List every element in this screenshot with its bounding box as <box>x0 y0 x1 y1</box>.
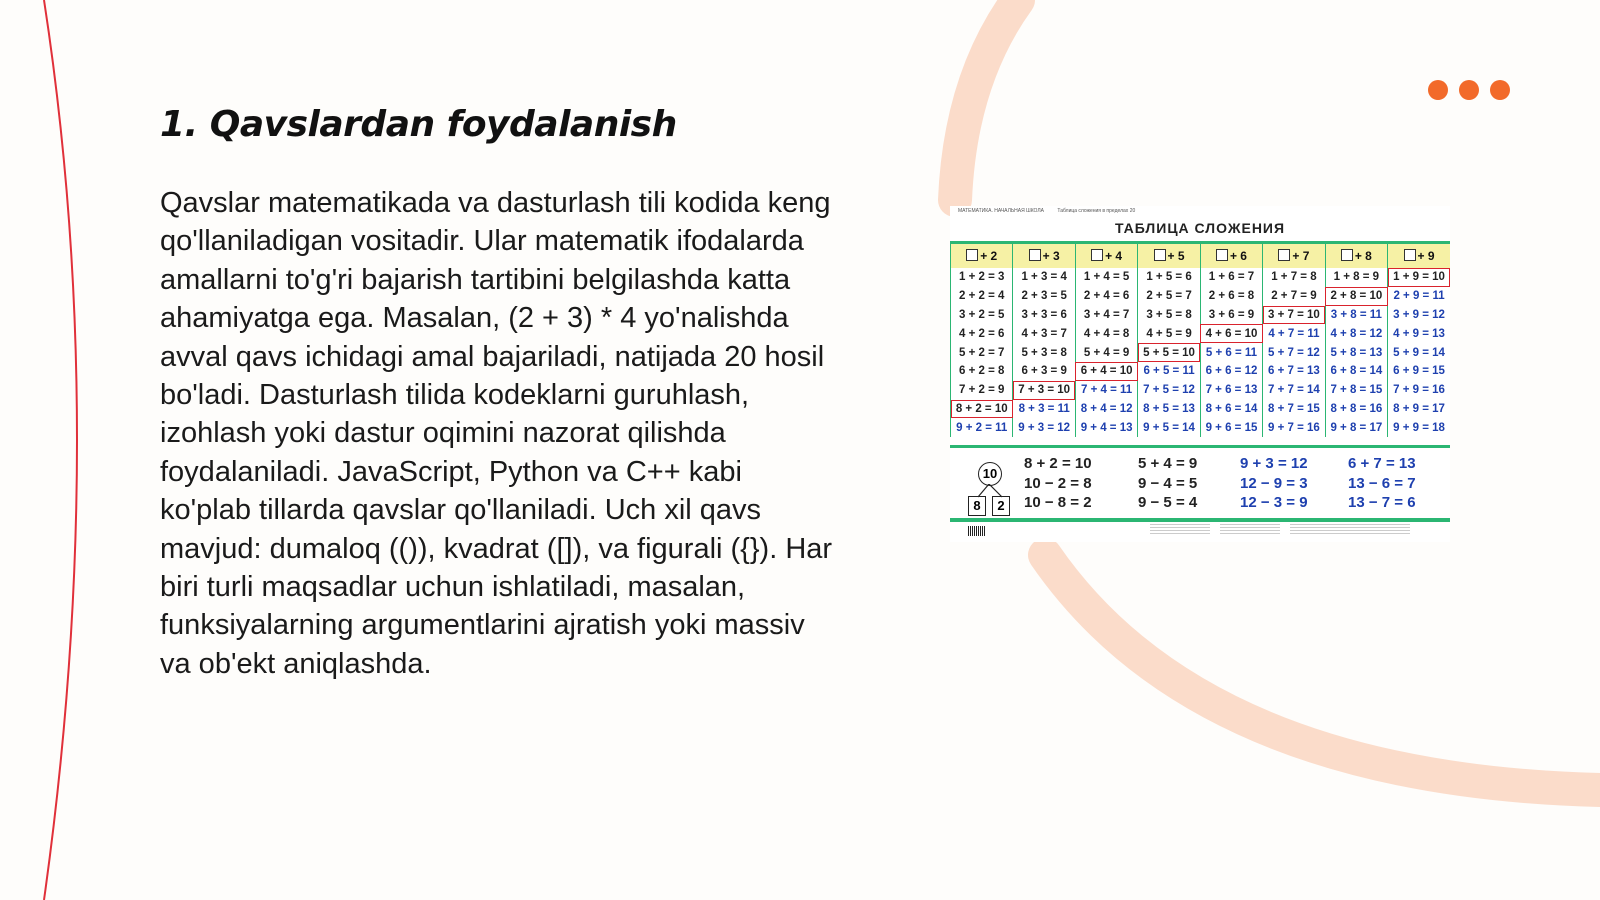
grid-cell: 9 + 6 = 15 <box>1200 418 1262 437</box>
grid-cell: 6 + 6 = 12 <box>1200 362 1262 381</box>
blank-box-icon <box>966 249 978 261</box>
grid-cell: 9 + 5 = 14 <box>1138 418 1200 437</box>
grid-cell: 7 + 6 = 13 <box>1200 381 1262 400</box>
grid-cell: 7 + 8 = 15 <box>1325 381 1387 400</box>
example-equation: 10 − 2 = 8 <box>1024 474 1092 492</box>
grid-cell: 1 + 3 = 4 <box>1013 268 1075 287</box>
grid-cell: 1 + 8 = 9 <box>1325 268 1387 287</box>
grid-cell: 2 + 2 = 4 <box>951 287 1013 306</box>
grid-cell: 3 + 6 = 9 <box>1200 306 1262 325</box>
grid-cell: 5 + 9 = 14 <box>1388 343 1450 362</box>
grid-cell: 4 + 3 = 7 <box>1013 324 1075 343</box>
grid-cell: 9 + 7 = 16 <box>1263 418 1325 437</box>
grid-cell: 9 + 8 = 17 <box>1325 418 1387 437</box>
number-box-b: 2 <box>992 496 1010 516</box>
grid-cell: 5 + 4 = 9 <box>1075 343 1137 362</box>
example-equation: 10 − 8 = 2 <box>1024 494 1092 511</box>
column-header <box>1200 243 1262 269</box>
grid-row <box>951 324 1451 343</box>
left-curve-line <box>44 0 77 900</box>
example-equation: 9 − 4 = 5 <box>1138 474 1198 492</box>
poster-header-left: МАТЕМАТИКА. НАЧАЛЬНАЯ ШКОЛА <box>958 208 1045 214</box>
grid-cell: 1 + 4 = 5 <box>1075 268 1137 287</box>
publisher-info-1 <box>1220 524 1280 536</box>
grid-cell: 2 + 9 = 11 <box>1388 287 1450 306</box>
grid-cell: 3 + 2 = 5 <box>951 306 1013 325</box>
grid-cell: 5 + 2 = 7 <box>951 343 1013 362</box>
column-header-label: + 7 <box>1292 249 1310 263</box>
publisher-info-2 <box>1290 524 1350 536</box>
blank-box-icon <box>1029 249 1041 261</box>
grid-cell: 1 + 9 = 10 <box>1388 268 1450 287</box>
grid-cell: 8 + 5 = 13 <box>1138 400 1200 419</box>
poster-title: ТАБЛИЦА СЛОЖЕНИЯ <box>1114 220 1286 236</box>
column-header <box>1388 243 1450 269</box>
column-header <box>1325 243 1387 269</box>
grid-cell: 8 + 2 = 10 <box>951 400 1013 419</box>
example-column-1 <box>1024 454 1092 513</box>
grid-cell: 4 + 7 = 11 <box>1263 324 1325 343</box>
grid-row <box>951 362 1451 381</box>
example-equation: 13 − 6 = 7 <box>1348 474 1416 492</box>
accent-dot-3 <box>1490 80 1510 100</box>
column-header-label: + 9 <box>1417 249 1435 263</box>
grid-cell: 4 + 4 = 8 <box>1075 324 1137 343</box>
grid-cell: 9 + 9 = 18 <box>1388 418 1450 437</box>
grid-row <box>951 418 1451 437</box>
barcode-icon <box>968 526 986 536</box>
grid-cell: 8 + 3 = 11 <box>1013 400 1075 419</box>
example-equation: 5 + 4 = 9 <box>1138 455 1198 472</box>
addition-grid <box>950 241 1450 437</box>
example-equation: 13 − 7 = 6 <box>1348 494 1416 511</box>
grid-cell: 8 + 8 = 16 <box>1325 400 1387 419</box>
publisher-logos <box>1150 524 1210 536</box>
grid-cell: 3 + 7 = 10 <box>1263 306 1325 325</box>
orange-arc-top <box>955 0 1018 200</box>
example-equation: 8 + 2 = 10 <box>1024 455 1092 472</box>
grid-cell: 6 + 4 = 10 <box>1075 362 1137 381</box>
column-header <box>1013 243 1075 269</box>
poster-header <box>958 208 1147 214</box>
poster-footer-line <box>950 518 1450 522</box>
poster-separator <box>950 445 1450 448</box>
grid-cell: 9 + 2 = 11 <box>951 418 1013 437</box>
grid-cell: 6 + 9 = 15 <box>1388 362 1450 381</box>
grid-cell: 8 + 7 = 15 <box>1263 400 1325 419</box>
grid-cell: 9 + 3 = 12 <box>1013 418 1075 437</box>
example-equation: 12 − 9 = 3 <box>1240 474 1308 492</box>
blank-box-icon <box>1404 249 1416 261</box>
number-bond-lines <box>970 484 1010 498</box>
grid-row <box>951 400 1451 419</box>
blank-box-icon <box>1091 249 1103 261</box>
grid-cell: 6 + 3 = 9 <box>1013 362 1075 381</box>
grid-cell: 7 + 7 = 14 <box>1263 381 1325 400</box>
grid-cell: 3 + 3 = 6 <box>1013 306 1075 325</box>
grid-row <box>951 268 1451 287</box>
grid-cell: 8 + 9 = 17 <box>1388 400 1450 419</box>
grid-cell: 8 + 4 = 12 <box>1075 400 1137 419</box>
grid-cell: 1 + 6 = 7 <box>1200 268 1262 287</box>
grid-cell: 2 + 7 = 9 <box>1263 287 1325 306</box>
grid-cell: 2 + 6 = 8 <box>1200 287 1262 306</box>
grid-cell: 5 + 8 = 13 <box>1325 343 1387 362</box>
grid-cell: 1 + 2 = 3 <box>951 268 1013 287</box>
grid-cell: 5 + 5 = 10 <box>1138 343 1200 362</box>
blank-box-icon <box>1278 249 1290 261</box>
accent-dot-1 <box>1428 80 1448 100</box>
column-header-label: + 8 <box>1354 249 1372 263</box>
grid-row <box>951 343 1451 362</box>
blank-box-icon <box>1154 249 1166 261</box>
grid-cell: 1 + 7 = 8 <box>1263 268 1325 287</box>
grid-cell: 2 + 3 = 5 <box>1013 287 1075 306</box>
orange-arc-bottom <box>1045 555 1600 790</box>
grid-cell: 2 + 8 = 10 <box>1325 287 1387 306</box>
grid-cell: 2 + 5 = 7 <box>1138 287 1200 306</box>
accent-dot-2 <box>1459 80 1479 100</box>
column-header-label: + 3 <box>1042 249 1060 263</box>
column-header <box>1075 243 1137 269</box>
grid-cell: 5 + 7 = 12 <box>1263 343 1325 362</box>
grid-cell: 6 + 5 = 11 <box>1138 362 1200 381</box>
example-equation: 12 − 3 = 9 <box>1240 494 1308 511</box>
example-equation: 6 + 7 = 13 <box>1348 455 1416 472</box>
grid-cell: 4 + 8 = 12 <box>1325 324 1387 343</box>
grid-row <box>951 287 1451 306</box>
grid-cell: 8 + 6 = 14 <box>1200 400 1262 419</box>
grid-cell: 4 + 2 = 6 <box>951 324 1013 343</box>
blank-box-icon <box>1216 249 1228 261</box>
blank-box-icon <box>1341 249 1353 261</box>
column-header-label: + 5 <box>1167 249 1185 263</box>
column-header <box>1138 243 1200 269</box>
grid-cell: 6 + 8 = 14 <box>1325 362 1387 381</box>
slide-title: 1. Qavslardan foydalanish <box>160 104 677 145</box>
grid-cell: 6 + 2 = 8 <box>951 362 1013 381</box>
example-column-4 <box>1348 454 1416 513</box>
column-header-label: + 4 <box>1105 249 1123 263</box>
grid-cell: 6 + 7 = 13 <box>1263 362 1325 381</box>
grid-cell: 7 + 9 = 16 <box>1388 381 1450 400</box>
column-header-label: + 6 <box>1229 249 1247 263</box>
grid-cell: 7 + 5 = 12 <box>1138 381 1200 400</box>
example-equation: 9 + 3 = 12 <box>1240 455 1308 472</box>
grid-cell: 7 + 2 = 9 <box>951 381 1013 400</box>
example-equation: 9 − 5 = 4 <box>1138 494 1198 511</box>
example-column-2 <box>1138 454 1197 513</box>
grid-cell: 9 + 4 = 13 <box>1075 418 1137 437</box>
grid-cell: 2 + 4 = 6 <box>1075 287 1137 306</box>
grid-cell: 3 + 5 = 8 <box>1138 306 1200 325</box>
poster-header-right: Таблица сложения в пределах 20 <box>1057 208 1136 214</box>
example-column-3 <box>1240 454 1308 513</box>
grid-cell: 4 + 9 = 13 <box>1388 324 1450 343</box>
grid-cell: 1 + 5 = 6 <box>1138 268 1200 287</box>
number-box-a: 8 <box>968 496 986 516</box>
grid-cell: 4 + 5 = 9 <box>1138 324 1200 343</box>
column-header <box>1263 243 1325 269</box>
number-circle: 10 <box>978 462 1002 486</box>
grid-cell: 3 + 4 = 7 <box>1075 306 1137 325</box>
poster-examples <box>950 454 1450 524</box>
publisher-info-3 <box>1350 524 1410 536</box>
addition-table-image <box>950 206 1450 542</box>
slide-body-text: Qavslar matematikada va dasturlash tili kodida keng qo'llaniladigan vositadir. Ular matematik ifodalarda amallarni to'g'ri bajarish tartibini belgilashda katta ahamiyatga ega. Masalan, (2 + 3) * 4 yo'nalishda avval qavs ichidagi amal bajariladi, natijada 20 hosil bo'ladi. Dasturlash tilida kodeklarni guruhlash, izohlash yoki dastur oqimini nazorat qilishda foydalaniladi. JavaScript, Python va C++ kabi ko'plab tillarda qavslar qo'llaniladi. Uch xil qavs mavjud: dumaloq (()), kvadrat ([]), va figurali ({}). Har biri turli maqsadlar uchun ishlatiladi, masalan, funksiyalarning argumentlarini ajratish yoki massiv va ob'ekt aniqlashda. <box>160 187 833 680</box>
column-header-label: + 2 <box>980 249 998 263</box>
grid-cell: 3 + 8 = 11 <box>1325 306 1387 325</box>
grid-cell: 7 + 3 = 10 <box>1013 381 1075 400</box>
grid-cell: 5 + 3 = 8 <box>1013 343 1075 362</box>
grid-row <box>951 381 1451 400</box>
grid-cell: 5 + 6 = 11 <box>1200 343 1262 362</box>
grid-cell: 7 + 4 = 11 <box>1075 381 1137 400</box>
column-header <box>951 243 1013 269</box>
grid-row <box>951 306 1451 325</box>
grid-cell: 3 + 9 = 12 <box>1388 306 1450 325</box>
grid-cell: 4 + 6 = 10 <box>1200 324 1262 343</box>
